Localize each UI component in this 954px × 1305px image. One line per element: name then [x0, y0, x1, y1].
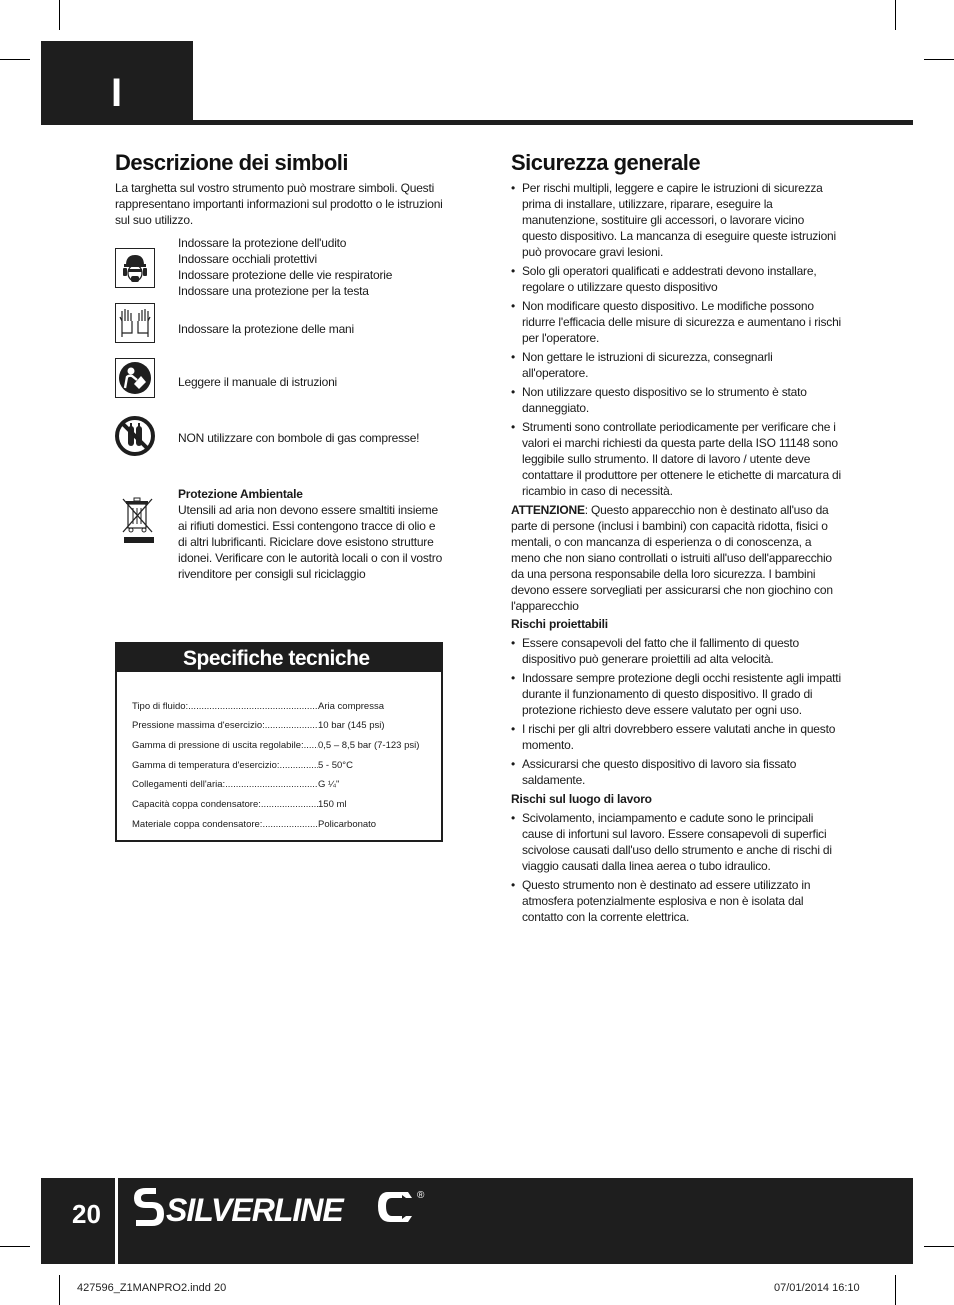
spec-value: 5 - 50°C — [318, 760, 353, 771]
safety-body — [511, 180, 841, 928]
spec-row — [132, 760, 437, 772]
manual-reader-icon — [115, 358, 155, 398]
safety-bullet: • Non utilizzare questo dispositivo se lo strumento è stato danneggiato. — [511, 384, 841, 416]
registered-mark: ® — [417, 1190, 425, 1201]
spec-row — [132, 799, 437, 811]
language-code: I — [111, 71, 123, 115]
page-number: 20 — [72, 1199, 101, 1229]
crossed-bin-icon — [120, 496, 156, 546]
crop-mark — [59, 0, 60, 30]
spec-value: G ¼" — [318, 779, 340, 790]
specs-title: Specifiche tecniche — [183, 647, 370, 670]
symbol-line: Indossare protezione delle vie respiratorie — [178, 268, 393, 282]
symbol-gas-text — [178, 430, 446, 446]
spec-value: Policarbonato — [318, 819, 377, 830]
symbol-manual-text — [178, 374, 446, 390]
crop-mark — [0, 1246, 30, 1247]
spec-row — [132, 779, 437, 791]
safety-bullet: • Strumenti sono controllate periodicamente per verificare che i valori ei marchi richiesti da questa parte della ISO 11148 sono leggibile sullo strumento. Il datore di lavoro / utente deve contattare il produttore per ottenere le etichette di marcatura di ricambio in caso di necessità. — [511, 419, 841, 499]
spec-label: Capacità coppa condensatore: ..... — [132, 799, 318, 811]
symbol-line: Indossare la protezione delle mani — [178, 322, 354, 336]
safety-title: Sicurezza generale — [511, 150, 701, 175]
brand-logo — [130, 1184, 430, 1239]
warning-text: : Questo apparecchio non è destinato all'uso da parte di persone (inclusi i bambini) con capacità ridotta, fisici o mentali, o con mancanza di esperienza o di conoscenza, a meno che non siano controllati o istruiti all'uso dell'apparecchio da una persona responsabile della loro sicurezza. I bambini devono essere sorvegliati per assicurarsi che non giochino con l'apparecchio — [511, 503, 833, 613]
environment-body: Utensili ad aria non devono essere smaltiti insieme ai rifiuti domestici. Essi contengono tracce di olio e di altri lubrificanti. Riciclare dove esistono strutture idonei. Verificare con le autorità locali o con il vostro rivenditore per consigli sul riciclaggio — [178, 503, 443, 581]
spec-value: Aria compressa — [318, 701, 384, 712]
symbol-gloves-text — [178, 321, 446, 337]
symbols-intro: La targhetta sul vostro strumento può mostrare simboli. Questi rappresentano importanti informazioni sul prodotto o le istruzioni sul suo utilizzo. — [115, 181, 443, 227]
symbol-line: NON utilizzare con bombole di gas compresse! — [178, 431, 420, 445]
spec-label: Gamma di temperatura d'esercizio: ..... — [132, 760, 318, 772]
symbol-line: Indossare occhiali protettivi — [178, 252, 317, 266]
spec-row — [132, 701, 437, 713]
workplace-bullet: • Questo strumento non è destinato ad essere utilizzato in atmosfera potenzialmente esplosiva e non è isolata dal contatto con la corrente elettrica. — [511, 877, 841, 925]
safety-bullet: • Solo gli operatori qualificati e addestrati devono installare, regolare o utilizzare questo dispositivo — [511, 263, 841, 295]
environment-heading: Protezione Ambientale — [178, 487, 303, 501]
crop-mark — [895, 1275, 896, 1305]
symbol-line: Indossare una protezione per la testa — [178, 284, 369, 298]
brand-name: SILVERLINE — [166, 1192, 343, 1228]
spec-label: Materiale coppa condensatore: ..... — [132, 819, 318, 831]
safety-bullet: • Non gettare le istruzioni di sicurezza, consegnarli all'operatore. — [511, 349, 841, 381]
projectile-bullet: • Essere consapevoli del fatto che il fallimento di questo dispositivo può generare proiettili ad alta velocità. — [511, 635, 841, 667]
file-slug: 427596_Z1MANPRO2.indd 20 — [77, 1282, 227, 1294]
spec-row — [132, 819, 437, 831]
warning-label: ATTENZIONE — [511, 503, 585, 517]
spec-row — [132, 740, 437, 752]
no-gas-cylinder-icon — [115, 416, 155, 456]
projectile-bullet: • Indossare sempre protezione degli occhi resistente agli impatti durante il funzionamento di questo dispositivo. Il grado di protezione richiesto deve essere valutato per ogni uso. — [511, 670, 841, 718]
spec-value: 10 bar (145 psi) — [318, 720, 385, 731]
date-slug: 07/01/2014 16:10 — [774, 1282, 860, 1294]
symbol-line: Indossare la protezione dell'udito — [178, 236, 347, 250]
spec-label: Collegamenti dell'aria: ..... — [132, 779, 318, 791]
crop-mark — [895, 0, 896, 30]
ppe-head-icon — [115, 248, 155, 288]
workplace-bullet: • Scivolamento, inciampamento e cadute sono le principali cause di infortuni sul lavoro. Essere consapevoli di superfici scivolose causati dall'uso dello strumento e anche di rischi di viaggio causati dalla linea aerea o tubo idraulico. — [511, 810, 841, 874]
safety-bullet: • Non modificare questo dispositivo. Le modifiche possono ridurre l'efficacia delle misure di sicurezza e aumentano i rischi per l'operatore. — [511, 298, 841, 346]
header-rule — [41, 120, 913, 125]
projectile-bullet: • I rischi per gli altri dovrebbero essere valutati anche in questo momento. — [511, 721, 841, 753]
specs-header — [117, 644, 441, 672]
spec-value: 150 ml — [318, 799, 347, 810]
symbol-ppe-text — [178, 235, 446, 299]
workplace-heading: Rischi sul luogo di lavoro — [511, 792, 652, 806]
spec-row — [132, 720, 437, 732]
crop-mark — [59, 1275, 60, 1305]
gloves-icon — [115, 303, 155, 343]
crop-mark — [924, 59, 954, 60]
spec-label: Pressione massima d'esercizio: ..... — [132, 720, 318, 732]
language-tab — [41, 41, 193, 123]
warning-paragraph — [511, 502, 841, 614]
spec-value: 0,5 – 8,5 bar (7-123 psi) — [318, 740, 420, 751]
specs-box — [115, 642, 443, 842]
safety-bullet: • Per rischi multipli, leggere e capire le istruzioni di sicurezza prima di installare, utilizzare, riparare, eseguire la manutenzione, sostituire gli accessori, o lavorare vicino questo dispositivo. La mancanza di eseguire queste istruzioni può provocare gravi lesioni. — [511, 180, 841, 260]
crop-mark — [924, 1246, 954, 1247]
spec-label: Gamma di pressione di uscita regolabile: ..... — [132, 740, 318, 752]
symbols-title: Descrizione dei simboli — [115, 150, 349, 175]
symbol-line: Leggere il manuale di istruzioni — [178, 375, 338, 389]
footer-divider — [115, 1178, 118, 1264]
environment-text — [178, 486, 446, 582]
spec-label: Tipo di fluido: ..... — [132, 701, 318, 713]
projectile-bullet: • Assicurarsi che questo dispositivo di lavoro sia fissato saldamente. — [511, 756, 841, 788]
crop-mark — [0, 59, 30, 60]
projectile-heading: Rischi proiettabili — [511, 617, 608, 631]
